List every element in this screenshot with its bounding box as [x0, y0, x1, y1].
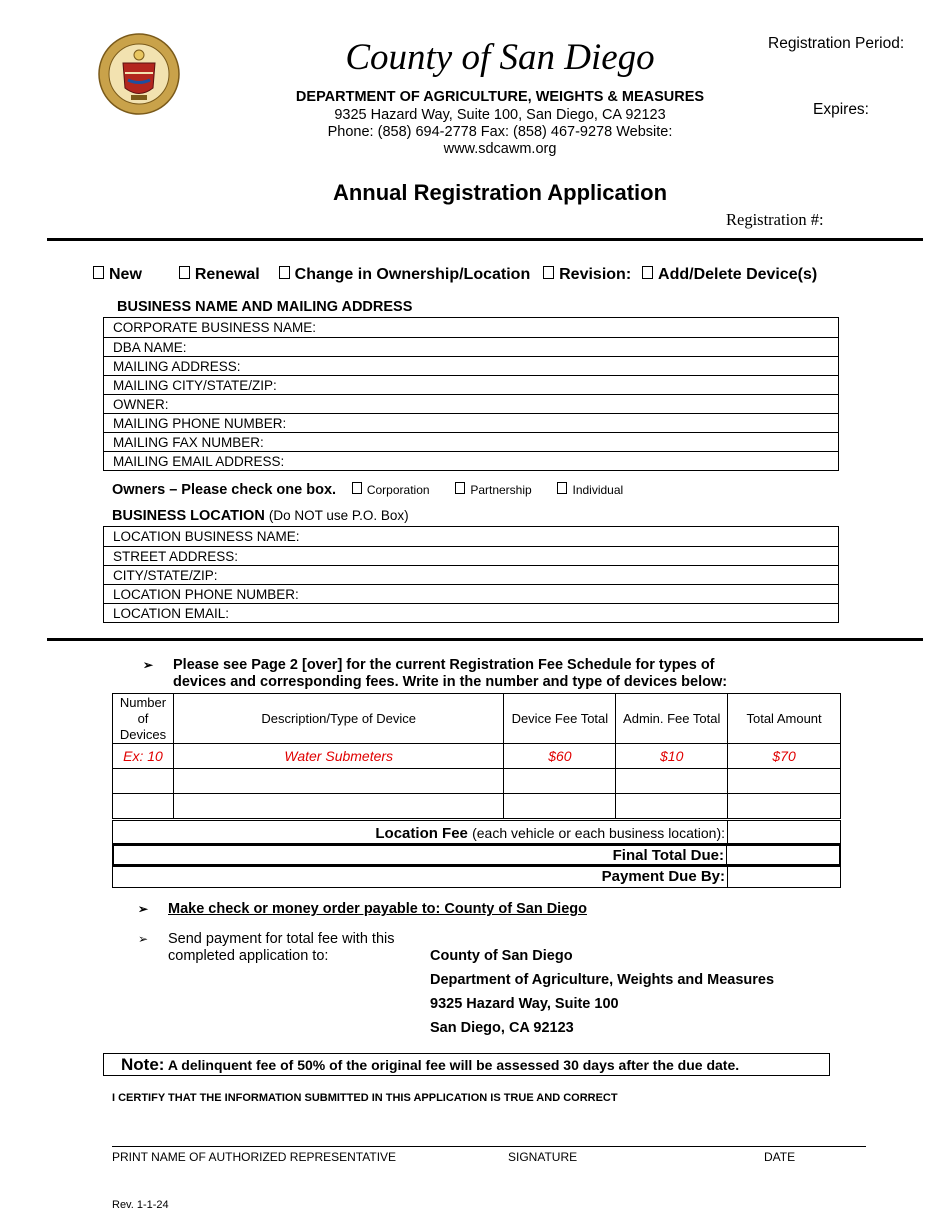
payment-due-row: [112, 866, 841, 888]
final-total-value[interactable]: [727, 846, 839, 864]
table-row: [113, 769, 841, 794]
device-fee-table: [112, 693, 841, 819]
location-business-name-field[interactable]: LOCATION BUSINESS NAME:: [113, 529, 300, 544]
payment-due-value[interactable]: [728, 867, 840, 887]
revision-label: Revision:: [559, 266, 632, 283]
total-cell[interactable]: [728, 794, 841, 819]
partnership-checkbox[interactable]: [455, 482, 465, 494]
device-fee-cell[interactable]: [504, 794, 616, 819]
department-name: DEPARTMENT OF AGRICULTURE, WEIGHTS & MEASURES: [295, 89, 705, 105]
new-checkbox[interactable]: [93, 266, 104, 279]
mailing-fax-field[interactable]: MAILING FAX NUMBER:: [104, 432, 838, 451]
payment-due-label: Payment Due By:: [113, 867, 728, 887]
admin-fee-cell[interactable]: [616, 769, 728, 794]
signature-line[interactable]: [112, 1146, 866, 1147]
number-cell[interactable]: [113, 769, 174, 794]
mailing-city-field[interactable]: MAILING CITY/STATE/ZIP:: [104, 375, 838, 394]
mailing-email-field[interactable]: MAILING EMAIL ADDRESS:: [104, 451, 838, 470]
location-note: (Do NOT use P.O. Box): [268, 508, 409, 523]
location-fee-label: Location Fee: [375, 825, 468, 842]
note-text: A delinquent fee of 50% of the original fee will be assessed 30 days after the due date.: [167, 1057, 740, 1073]
corporation-label: Corporation: [366, 483, 430, 497]
corporate-name-field[interactable]: CORPORATE BUSINESS NAME:: [113, 320, 317, 335]
corporation-checkbox[interactable]: [352, 482, 362, 494]
add-delete-devices-checkbox[interactable]: [642, 266, 653, 279]
registration-period-label: Registration Period:: [768, 35, 905, 52]
destination-line: Department of Agriculture, Weights and Measures: [430, 972, 775, 988]
owner-type-label: Owners – Please check one box.: [112, 482, 337, 498]
business-fields-table: [103, 317, 839, 471]
partnership-label: Partnership: [470, 483, 532, 497]
print-name-label: PRINT NAME OF AUTHORIZED REPRESENTATIVE: [112, 1150, 397, 1164]
fee-table-header: [113, 694, 841, 744]
department-contact: Phone: (858) 694-2778 Fax: (858) 467-9278 Website:: [327, 124, 673, 140]
note-label: Note:: [121, 1055, 165, 1074]
example-number: Ex: 10: [113, 744, 174, 769]
description-cell[interactable]: [173, 769, 503, 794]
admin-fee-header: Admin. Fee Total: [616, 694, 728, 744]
description-header: Description/Type of Device: [173, 694, 503, 744]
location-email-field[interactable]: LOCATION EMAIL:: [104, 603, 838, 622]
owner-type-row: [112, 481, 623, 498]
add-delete-devices-label: Add/Delete Device(s): [658, 266, 818, 283]
location-fee-row: [112, 820, 841, 844]
example-total: $70: [728, 744, 841, 769]
dba-name-field[interactable]: DBA NAME:: [104, 337, 838, 356]
date-label: DATE: [764, 1150, 796, 1164]
fee-instruction: [143, 657, 727, 691]
location-phone-field[interactable]: LOCATION PHONE NUMBER:: [104, 584, 838, 603]
arrow-bullet-icon: ➢: [138, 932, 149, 946]
divider: [47, 638, 923, 641]
business-section-heading: BUSINESS NAME AND MAILING ADDRESS: [117, 299, 413, 315]
send-line2: completed application to:: [168, 948, 329, 964]
admin-fee-cell[interactable]: [616, 794, 728, 819]
fee-instruction-line2: devices and corresponding fees. Write in the number and type of devices below:: [173, 674, 728, 690]
revision-checkbox[interactable]: [543, 266, 554, 279]
location-fields-table: [103, 526, 839, 623]
mailing-destination: [430, 944, 774, 1040]
example-device-fee: $60: [504, 744, 616, 769]
final-total-label: Final Total Due:: [114, 846, 727, 864]
payable-text: Make check or money order payable to: County of San Diego: [168, 901, 587, 917]
new-label: New: [109, 266, 142, 283]
registration-number-label: Registration #:: [726, 210, 824, 229]
street-address-field[interactable]: STREET ADDRESS:: [104, 546, 838, 565]
individual-label: Individual: [572, 483, 624, 497]
location-fee-note: (each vehicle or each business location):: [472, 825, 725, 841]
renewal-label: Renewal: [194, 266, 260, 283]
fee-instruction-line1: Please see Page 2 [over] for the current Registration Fee Schedule for types of: [173, 657, 715, 673]
device-fee-cell[interactable]: [504, 769, 616, 794]
total-cell[interactable]: [728, 769, 841, 794]
owner-field[interactable]: OWNER:: [104, 394, 838, 413]
location-section-heading: [112, 508, 409, 524]
divider: [47, 238, 923, 241]
number-of-devices-header: Number of Devices: [113, 694, 174, 744]
destination-line: San Diego, CA 92123: [430, 1020, 574, 1036]
send-line1: Send payment for total fee with this: [168, 931, 395, 947]
description-cell[interactable]: [173, 794, 503, 819]
revision-label: Rev. 1-1-24: [112, 1199, 169, 1211]
department-website: www.sdcawm.org: [443, 141, 557, 157]
destination-line: County of San Diego: [430, 948, 573, 964]
device-fee-header: Device Fee Total: [504, 694, 616, 744]
department-address: 9325 Hazard Way, Suite 100, San Diego, CA 92123: [334, 107, 666, 123]
mailing-phone-field[interactable]: MAILING PHONE NUMBER:: [104, 413, 838, 432]
example-row: [113, 744, 841, 769]
delinquent-fee-note: [103, 1053, 830, 1076]
location-heading: BUSINESS LOCATION: [112, 508, 265, 524]
change-ownership-checkbox[interactable]: [279, 266, 290, 279]
signature-label: SIGNATURE: [508, 1150, 578, 1164]
final-total-row: [112, 844, 841, 866]
county-name: County of San Diego: [345, 37, 655, 78]
renewal-checkbox[interactable]: [179, 266, 190, 279]
arrow-bullet-icon: ➢: [143, 658, 154, 672]
payable-instruction: [138, 901, 587, 918]
destination-line: 9325 Hazard Way, Suite 100: [430, 996, 619, 1012]
number-cell[interactable]: [113, 794, 174, 819]
mailing-address-field[interactable]: MAILING ADDRESS:: [104, 356, 838, 375]
total-amount-header: Total Amount: [728, 694, 841, 744]
expires-label: Expires:: [813, 101, 869, 118]
change-ownership-label: Change in Ownership/Location: [294, 266, 531, 283]
send-instruction: [138, 931, 395, 965]
application-type-options: [93, 266, 817, 284]
location-fee-value[interactable]: [728, 821, 840, 843]
city-state-zip-field[interactable]: CITY/STATE/ZIP:: [104, 565, 838, 584]
form-title: Annual Registration Application: [332, 180, 668, 205]
table-row: [113, 794, 841, 819]
certification-statement: I CERTIFY THAT THE INFORMATION SUBMITTED IN THIS APPLICATION IS TRUE AND CORRECT: [112, 1092, 618, 1104]
individual-checkbox[interactable]: [557, 482, 567, 494]
example-admin-fee: $10: [616, 744, 728, 769]
county-seal-image: [98, 33, 180, 115]
arrow-bullet-icon: ➢: [138, 902, 149, 916]
example-description: Water Submeters: [173, 744, 503, 769]
